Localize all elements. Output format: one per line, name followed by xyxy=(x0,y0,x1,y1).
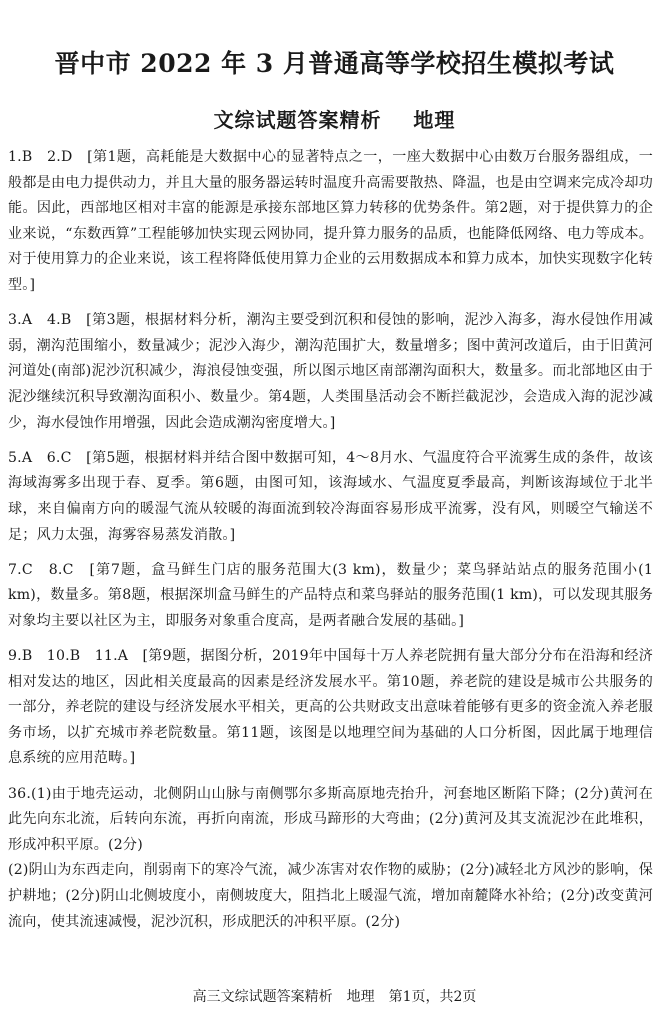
answer-block-9-11: 9.B 10.B 11.A [第9题，据图分析，2019年中国每十万人养老院拥有量大部分分布在沿海和经济相对发达的地区，因此相关度最高的因素是经济发展水平。第10题，养老院的建设是城市公共服务的一部分，养老院的建设与经济发展水平相关，更高的公共财政支出意味着能够有更多的资金流入养老服务市场，以扩充城市养老院数量。第11题，该图是以地理空间为基础的人口分析图，因此属于地理信息系统的应用范畴。] xyxy=(8,648,653,767)
answer-block-36-part1: 36.(1)由于地壳运动，北侧阴山山脉与南侧鄂尔多斯高原地壳抬升，河套地区断陷下降；(2分)黄河在此先向东北流，后转向东流，再折向南流，形成马蹄形的大弯曲；(2分)黄河及其支流泥沙在此堆积，形成冲积平原。(2分) xyxy=(8,785,653,853)
answer-block-36-part2: (2)阴山为东西走向，削弱南下的寒冷气流，减少冻害对农作物的威胁；(2分)减轻北方风沙的影响，保护耕地；(2分)阴山北侧坡度小，南侧坡度大，阻挡北上暖湿气流，增加南麓降水补给；(2分)改变黄河流向，使其流速减慢，泥沙沉积，形成肥沃的冲积平原。(2分) xyxy=(8,862,653,930)
page-footer: 高三文综试题答案精析 地理 第1页，共2页 xyxy=(192,989,477,1005)
answer-block-3-4: 3.A 4.B [第3题，根据材料分析，潮沟主要受到沉积和侵蚀的影响，泥沙入海多，海水侵蚀作用减弱，潮沟范围缩小，数量减少；泥沙入海少，潮沟范围扩大，数量增多；图中黄河改道后，由于旧黄河河道处(南部)泥沙沉积减少，海浪侵蚀变强，所以图示地区南部潮沟面积大，数量多。而北部地区由于泥沙继续沉积导致潮沟面积小、数量少。第4题，人类围垦活动会不断拦截泥沙，会造成入海的泥沙减少，海水侵蚀作用增强，因此会造成潮沟密度增大。] xyxy=(8,312,653,431)
answer-block-1-2: 1.B 2.D [第1题，高耗能是大数据中心的显著特点之一，一座大数据中心由数万台服务器组成，一般都是由电力提供动力，并且大量的服务器运转时温度升高需要散热、降温，也是由空调来完成冷却功能。因此，西部地区相对丰富的能源是承接东部地区算力转移的优势条件。第2题，对于提供算力的企业来说，“东数西算”工程能够加快实现云网协同，提升算力服务的品质，也能降低网络、电力等成本。对于使用算力的企业来说，该工程将降低使用算力企业的云用数据成本和算力成本，加快实现数字化转型。] xyxy=(8,149,653,293)
answer-block-5-6: 5.A 6.C [第5题，根据材料并结合图中数据可知，4～8月水、气温度符合平流雾生成的条件，故该海域海雾多出现于春、夏季。第6题，由图可知，该海域水、气温度夏季最高，判断该海域位于北半球，来自偏南方向的暖湿气流从较暖的海面流到较冷海面容易形成平流雾，没有风，则暖空气输送不足；风力太强，海雾容易蒸发消散。] xyxy=(8,449,653,543)
answer-content xyxy=(8,145,653,935)
page-subtitle: 文综试题答案精析 地理 xyxy=(213,108,456,132)
answer-block-7-8: 7.C 8.C [第7题，盒马鲜生门店的服务范围大(3 km)，数量少；菜鸟驿站站点的服务范围小(1 km)，数量多。第8题，根据深圳盒马鲜生的产品特点和菜鸟驿站的服务范围(1 km)，可以发现其服务对象均主要以社区为主，即服务对象重合度高，是两者融合发展的基础。] xyxy=(8,561,653,629)
page-title: 晋中市 2022 年 3 月普通高等学校招生模拟考试 xyxy=(54,49,615,78)
